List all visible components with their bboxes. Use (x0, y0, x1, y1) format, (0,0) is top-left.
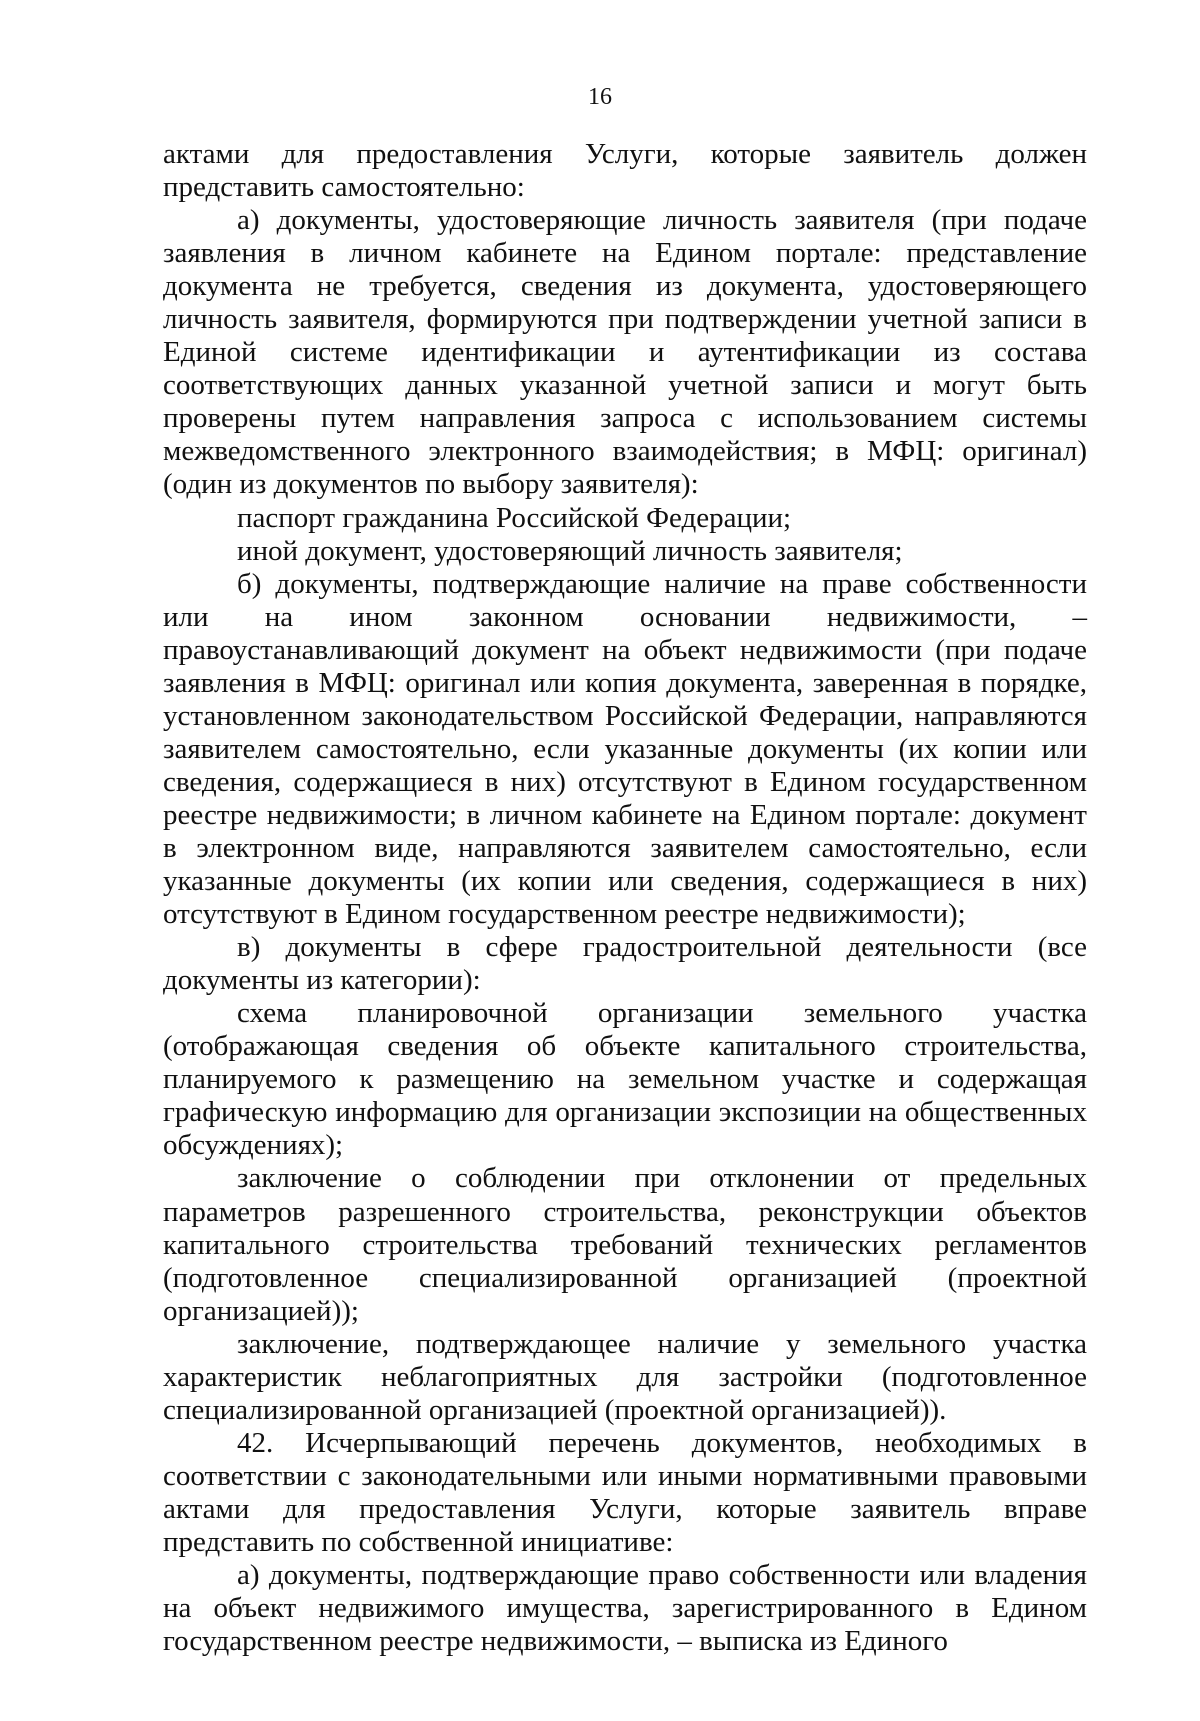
paragraph-item-a-identity-documents: а) документы, удостоверяющие личность заявителя (при подаче заявления в личном кабинете на Едином портале: представление документа не требуется, сведения из документа, удостоверяющего личность заявителя, формируются при подтверждении учетной записи в Единой системе идентификации и аутентификации из состава соответствующих данных указанной учетной записи и могут быть проверены путем направления запроса с использованием системы межведомственного электронного взаимодействия; в МФЦ: оригинал) (один из документов по выбору заявителя): (163, 204, 1087, 501)
paragraph-section-42: 42. Исчерпывающий перечень документов, необходимых в соответствии с законодательными или иными нормативными правовыми актами для предоставления Услуги, которые заявитель вправе представить по собственной инициативе: (163, 1426, 1087, 1558)
paragraph-continuation: актами для предоставления Услуги, которые заявитель должен представить самостоятельно: (163, 138, 1087, 204)
page-number: 16 (588, 84, 612, 110)
paragraph-unfavorable-characteristics-conclusion: заключение, подтверждающее наличие у земельного участка характеристик неблагоприятных для застройки (подготовленное специализированной организацией (проектной организацией)). (163, 1327, 1087, 1426)
paragraph-item-b-property-documents: б) документы, подтверждающие наличие на праве собственности или на ином законном основании недвижимости, – правоустанавливающий документ на объект недвижимости (при подаче заявления в МФЦ: оригинал или копия документа, заверенная в порядке, установленном законодательством Российской Федерации, направляются заявителем самостоятельно, если указанные документы (их копии или сведения, содержащиеся в них) отсутствуют в Едином государственном реестре недвижимости; в личном кабинете на Едином портале: документ в электронном виде, направляются заявителем самостоятельно, если указанные документы (их копии или сведения, содержащиеся в них) отсутствуют в Едином государственном реестре недвижимости); (163, 567, 1087, 931)
paragraph-other-id-document: иной документ, удостоверяющий личность заявителя; (237, 534, 903, 567)
paragraph-land-plot-scheme: схема планировочной организации земельного участка (отображающая сведения об объекте капитального строительства, планируемого к размещению на земельном участке и содержащая графическую информацию для организации экспозиции на общественных обсуждениях); (163, 997, 1087, 1162)
paragraph-section-42-item-a: а) документы, подтверждающие право собственности или владения на объект недвижимого имущества, зарегистрированного в Едином государственном реестре недвижимости, – выписка из Единого (163, 1559, 1087, 1658)
paragraph-item-v-urban-planning-documents: в) документы в сфере градостроительной деятельности (все документы из категории): (163, 931, 1087, 997)
paragraph-passport: паспорт гражданина Российской Федерации; (237, 501, 792, 534)
paragraph-compliance-conclusion: заключение о соблюдении при отклонении от предельных параметров разрешенного строительства, реконструкции объектов капитального строительства требований технических регламентов (подготовленное специализированной организацией (проектной организацией)); (163, 1162, 1087, 1327)
document-body (163, 138, 1087, 1658)
